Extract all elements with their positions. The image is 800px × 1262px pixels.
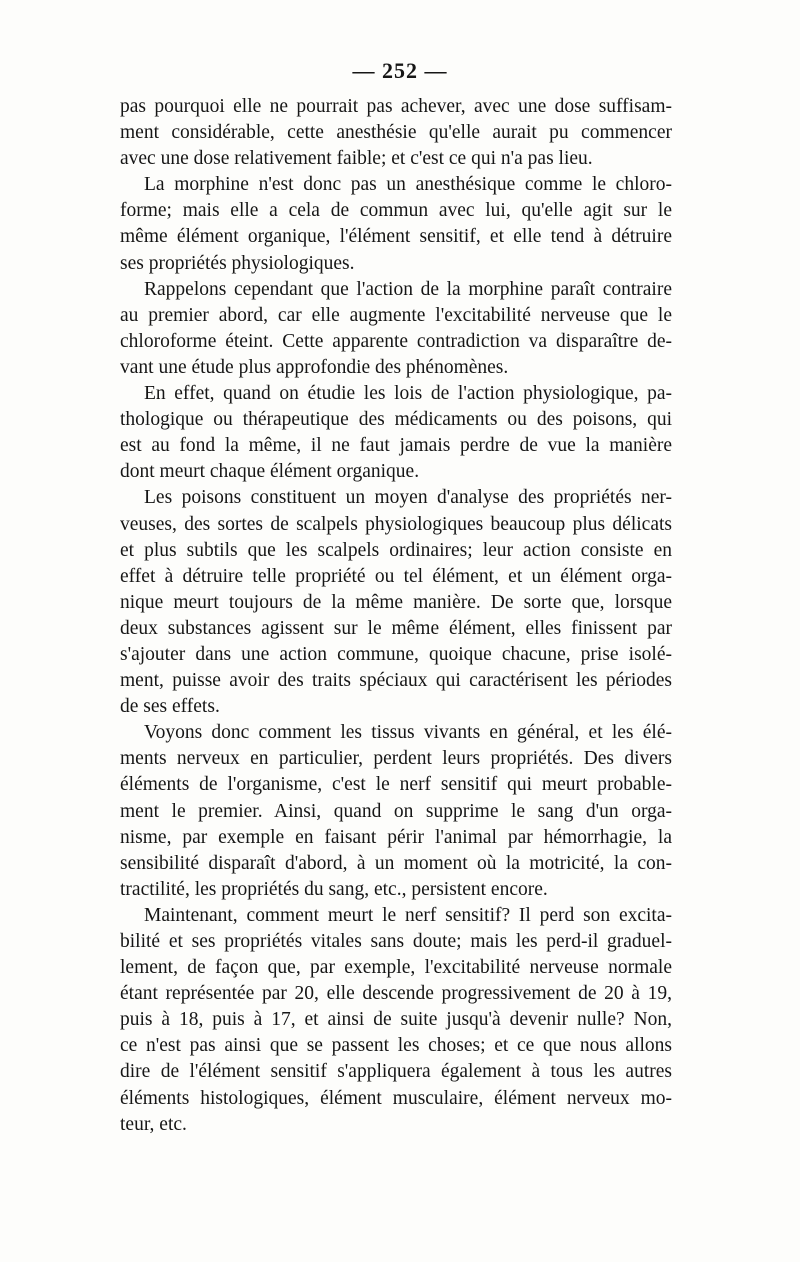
text-line: lement, de façon que, par exemple, l'excitabilité nerveuse normale [120, 957, 672, 979]
text-line: ce n'est pas ainsi que se passent les choses; et ce que nous allons [120, 1035, 672, 1057]
paragraph [120, 485, 672, 720]
paragraph [120, 903, 672, 1138]
text-line: étant représentée par 20, elle descende progressivement de 20 à 19, [120, 983, 672, 1005]
text-line: Maintenant, comment meurt le nerf sensitif? Il perd son excita- [144, 904, 672, 926]
text-line: et plus subtils que les scalpels ordinaires; leur action consiste en [120, 539, 672, 561]
text-line: dont meurt chaque élément organique. [120, 461, 420, 483]
paragraph [120, 720, 672, 903]
paragraph [120, 381, 672, 485]
text-line: même élément organique, l'élément sensitif, et elle tend à détruire [120, 226, 672, 248]
text-line: Les poisons constituent un moyen d'analyse des propriétés ner- [144, 487, 672, 509]
text-line: ment, puisse avoir des traits spéciaux qui caractérisent les périodes [120, 670, 672, 692]
page-number: — 252 — [352, 58, 448, 83]
text-line: forme; mais elle a cela de commun avec lui, qu'elle agit sur le [120, 200, 672, 222]
text-line: chloroforme éteint. Cette apparente contradiction va disparaître de- [120, 330, 672, 352]
text-line: bilité et ses propriétés vitales sans doute; mais les perd-il graduel- [120, 931, 672, 952]
text-line: tractilité, les propriétés du sang, etc., persistent encore. [120, 878, 548, 900]
text-line: éléments de l'organisme, c'est le nerf sensitif qui meurt probable- [120, 774, 672, 796]
text-line: ses propriétés physiologiques. [120, 252, 355, 274]
text-line: ment le premier. Ainsi, quand on supprime le sang d'un orga- [120, 800, 672, 822]
text-line: ments nerveux en particulier, perdent leurs propriétés. Des divers [120, 748, 672, 770]
paragraph [120, 277, 672, 381]
text-line: nisme, par exemple en faisant périr l'animal par hémorrhagie, la [120, 826, 672, 848]
text-line: éléments histologiques, élément musculaire, élément nerveux mo- [120, 1087, 672, 1109]
text-line: deux substances agissent sur le même élément, elles finissent par [120, 617, 672, 639]
body-text [120, 94, 672, 1138]
text-line: dire de l'élément sensitif s'appliquera également à tous les autres [120, 1061, 672, 1083]
text-line: ment considérable, cette anesthésie qu'elle aurait pu commencer [120, 122, 672, 144]
text-line: vant une étude plus approfondie des phénomènes. [120, 356, 509, 378]
text-line: puis à 18, puis à 17, et ainsi de suite jusqu'à devenir nulle? Non, [120, 1009, 672, 1031]
text-line: s'ajouter dans une action commune, quoique chacune, prise isolé- [120, 643, 672, 665]
text-line: effet à détruire telle propriété ou tel élément, et un élément orga- [120, 565, 672, 587]
text-line: thologique ou thérapeutique des médicaments ou des poisons, qui [120, 409, 672, 431]
text-line: est au fond la même, il ne faut jamais perdre de vue la manière [120, 435, 672, 457]
text-line: avec une dose relativement faible; et c'est ce qui n'a pas lieu. [120, 148, 593, 170]
text-line: Voyons donc comment les tissus vivants en général, et les élé- [144, 722, 672, 744]
text-line: nique meurt toujours de la même manière. De sorte que, lorsque [120, 591, 672, 613]
text-line: pas pourquoi elle ne pourrait pas achever, avec une dose suffisam- [120, 96, 672, 117]
paragraph [120, 94, 672, 172]
text-line: sensibilité disparaît d'abord, à un moment où la motricité, la con- [120, 852, 672, 874]
text-line: de ses effets. [120, 696, 220, 718]
text-line: teur, etc. [120, 1113, 187, 1135]
text-line: au premier abord, car elle augmente l'excitabilité nerveuse que le [120, 304, 672, 326]
text-line: veuses, des sortes de scalpels physiologiques beaucoup plus délicats [120, 513, 672, 535]
text-line: La morphine n'est donc pas un anesthésique comme le chloro- [144, 174, 672, 196]
text-line: En effet, quand on étudie les lois de l'action physiologique, pa- [144, 383, 672, 405]
paragraph [120, 172, 672, 276]
text-line: Rappelons cependant que l'action de la morphine paraît contraire [144, 278, 672, 300]
